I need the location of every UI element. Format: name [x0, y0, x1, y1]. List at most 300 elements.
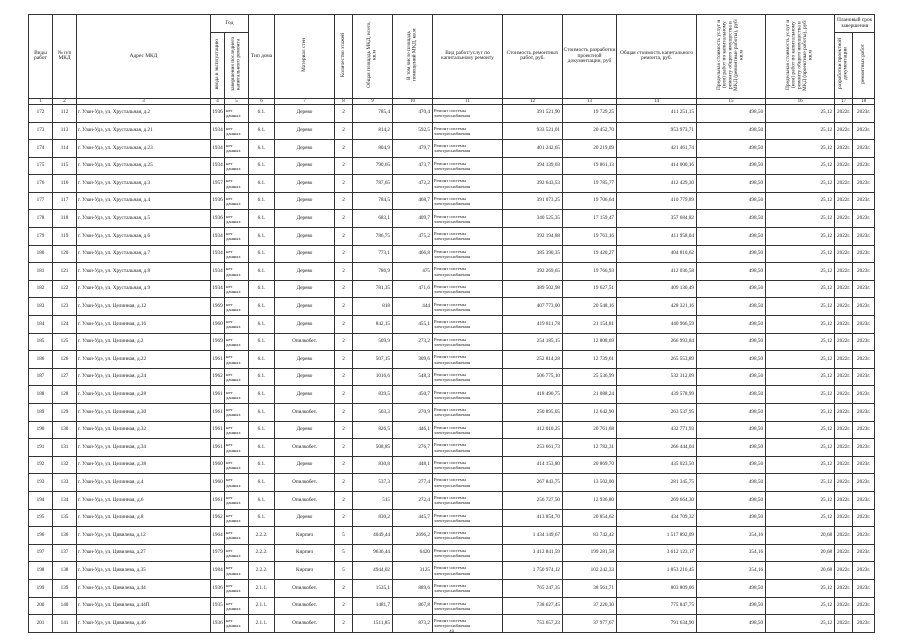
cell-srok-rem: 2023г. — [853, 157, 875, 175]
cell-stoim-rem: 250 895,05 — [503, 404, 563, 422]
cell-pred-stoim: 498,50 — [697, 597, 766, 615]
cell-material: Дерево — [275, 456, 335, 474]
cell-srok-rem: 2023г. — [853, 421, 875, 439]
cell-etazhi: 2 — [335, 298, 353, 316]
table-row — [29, 386, 875, 404]
header-pred-stoim — [697, 15, 766, 99]
column-number: 11 — [433, 98, 503, 104]
cell-material: Дерево — [275, 421, 335, 439]
cell-god-vvoda: 1969 — [211, 298, 225, 316]
cell-god-remont: нет данных — [225, 579, 249, 597]
cell-address: г. Улан-Удэ, ул. Целинная, д.8 — [77, 509, 211, 527]
header-address: Адрес МКД — [77, 15, 211, 99]
column-number: 4 — [211, 98, 225, 104]
cell-vid-rabot-uslug: Ремонт системы электроснабжения — [433, 404, 503, 422]
cell-god-remont: нет данных — [225, 351, 249, 369]
page-number: 48 — [449, 630, 454, 635]
cell-tip-doma: 6.1. — [249, 175, 275, 193]
cell-vid-rabot-uslug: Ремонт системы электроснабжения — [433, 509, 503, 527]
cell-srok-pd: 2022г. — [835, 597, 853, 615]
cell-god-remont: нет данных — [225, 298, 249, 316]
cell-stoim-rem: 267 843,75 — [503, 474, 563, 492]
cell-vid-rabot: 178 — [29, 210, 53, 228]
cell-srok-rem: 2023г. — [853, 351, 875, 369]
header-etazhi — [335, 15, 353, 99]
cell-srok-pd: 2022г. — [835, 192, 853, 210]
cell-vid-rabot-uslug: Ремонт системы электроснабжения — [433, 140, 503, 158]
capital-repair-table — [28, 14, 875, 633]
cell-srok-pd: 2022г. — [835, 175, 853, 193]
cell-god-vvoda: 1984 — [211, 562, 225, 580]
cell-pl-pomesh: 309,6 — [393, 351, 433, 369]
cell-obsh-stoim: 440 966,59 — [617, 316, 697, 334]
cell-srok-pd: 2022г. — [835, 579, 853, 597]
cell-material: Дерево — [275, 316, 335, 334]
cell-god-vvoda: 1960 — [211, 474, 225, 492]
cell-material: Дерево — [275, 368, 335, 386]
cell-etazhi: 2 — [335, 192, 353, 210]
cell-pred-stoim-pd: 25,12 — [766, 351, 835, 369]
cell-tip-doma: 6.1. — [249, 386, 275, 404]
header-n-mkd: № п/п МКД — [53, 15, 77, 99]
capital-repair-table-sheet — [28, 14, 875, 633]
cell-n-mkd: 128 — [53, 386, 77, 404]
header-obsh-stoim: Общая стоимость капитального ремонта, руб. — [617, 15, 697, 99]
cell-n-mkd: 131 — [53, 439, 77, 457]
cell-srok-rem: 2023г. — [853, 333, 875, 351]
cell-obsh-pl: 773,1 — [353, 245, 393, 263]
cell-obsh-pl: 9636,44 — [353, 544, 393, 562]
cell-vid-rabot-uslug: Ремонт системы электроснабжения — [433, 157, 503, 175]
cell-srok-rem: 2023г. — [853, 122, 875, 140]
cell-stoim-rem: 418 490,75 — [503, 386, 563, 404]
cell-address: г. Улан-Удэ, ул. Целинная, д.22 — [77, 351, 211, 369]
cell-srok-rem: 2023г. — [853, 615, 875, 633]
cell-pl-pomesh: 277,4 — [393, 474, 433, 492]
cell-srok-pd: 2022г. — [835, 263, 853, 281]
cell-address: г. Улан-Удэ, ул. Целинная, д.30 — [77, 404, 211, 422]
cell-stoim-rem: 340 525,35 — [503, 210, 563, 228]
cell-address: г. Улан-Удэ, ул. Цивилева, д.46 — [77, 615, 211, 633]
cell-material: Дерево — [275, 245, 335, 263]
cell-obsh-stoim: 412 429,30 — [617, 175, 697, 193]
cell-address: г. Улан-Удэ, ул. Целинная, д.34 — [77, 439, 211, 457]
table-row — [29, 140, 875, 158]
cell-srok-pd: 2022г. — [835, 404, 853, 422]
cell-god-remont: нет данных — [225, 439, 249, 457]
column-number: 15 — [697, 98, 766, 104]
cell-address: г. Улан-Удэ, ул. Хрустальная, д.8 — [77, 263, 211, 281]
cell-god-vvoda: 1934 — [211, 228, 225, 246]
cell-obsh-pl: 537,3 — [353, 474, 393, 492]
cell-god-vvoda: 1969 — [211, 333, 225, 351]
cell-srok-pd: 2022г. — [835, 509, 853, 527]
cell-pl-pomesh: 445,7 — [393, 509, 433, 527]
cell-srok-rem: 2023г. — [853, 263, 875, 281]
cell-pred-stoim-pd: 25,12 — [766, 192, 835, 210]
cell-god-remont: нет данных — [225, 280, 249, 298]
cell-material: Опилкобет. — [275, 474, 335, 492]
cell-srok-rem: 2023г. — [853, 245, 875, 263]
table-row — [29, 192, 875, 210]
cell-stoim-rem: 252 814,28 — [503, 351, 563, 369]
cell-god-vvoda: 1962 — [211, 368, 225, 386]
cell-pred-stoim-pd: 25,12 — [766, 175, 835, 193]
cell-etazhi: 2 — [335, 228, 353, 246]
cell-stoim-pd: 37 220,30 — [563, 597, 617, 615]
cell-material: Опилкобет. — [275, 615, 335, 633]
cell-etazhi: 2 — [335, 157, 353, 175]
column-number: 1 — [29, 98, 53, 104]
cell-pred-stoim-pd: 25,12 — [766, 298, 835, 316]
cell-etazhi: 2 — [335, 104, 353, 122]
cell-god-vvoda: 1934 — [211, 280, 225, 298]
cell-tip-doma: 2.2.2. — [249, 544, 275, 562]
header-stoim-pd: Стоимость разработки проектной документации, руб — [563, 15, 617, 99]
cell-pred-stoim-pd: 25,12 — [766, 597, 835, 615]
cell-address: г. Улан-Удэ, ул. Хрустальная, д.3 — [77, 175, 211, 193]
cell-vid-rabot: 192 — [29, 456, 53, 474]
column-number: 17 — [835, 98, 853, 104]
cell-srok-rem: 2023г. — [853, 491, 875, 509]
cell-god-vvoda: 1936 — [211, 210, 225, 228]
cell-etazhi: 2 — [335, 509, 353, 527]
cell-srok-pd: 2022г. — [835, 544, 853, 562]
cell-obsh-stoim: 410 779,89 — [617, 192, 697, 210]
cell-srok-pd: 2022г. — [835, 228, 853, 246]
cell-tip-doma: 6.1. — [249, 404, 275, 422]
cell-vid-rabot-uslug: Ремонт системы электроснабжения — [433, 263, 503, 281]
header-pred-stoim-pd-text: Предельная стоимость услуг и (или) работ по капитальному ремонту общего имущества в МКД (проектные работы), руб/кв.м — [784, 19, 814, 91]
cell-pred-stoim: 498,50 — [697, 316, 766, 334]
cell-pred-stoim: 498,50 — [697, 122, 766, 140]
cell-god-remont: нет данных — [225, 175, 249, 193]
cell-stoim-rem: 254 185,15 — [503, 333, 563, 351]
cell-pred-stoim: 498,50 — [697, 509, 766, 527]
cell-vid-rabot-uslug: Ремонт системы электроснабжения — [433, 439, 503, 457]
cell-vid-rabot-uslug: Ремонт системы электроснабжения — [433, 491, 503, 509]
cell-pred-stoim-pd: 25,12 — [766, 157, 835, 175]
cell-obsh-stoim: 412 036,58 — [617, 263, 697, 281]
cell-etazhi: 2 — [335, 280, 353, 298]
cell-vid-rabot: 199 — [29, 579, 53, 597]
cell-pred-stoim-pd: 25,12 — [766, 456, 835, 474]
cell-obsh-pl: 842,15 — [353, 316, 393, 334]
cell-n-mkd: 113 — [53, 122, 77, 140]
cell-srok-pd: 2022г. — [835, 157, 853, 175]
cell-god-vvoda: 1934 — [211, 157, 225, 175]
cell-stoim-pd: 12 739,61 — [563, 351, 617, 369]
cell-vid-rabot-uslug: Ремонт системы электроснабжения — [433, 562, 503, 580]
cell-god-vvoda: 1964 — [211, 527, 225, 545]
cell-vid-rabot: 172 — [29, 104, 53, 122]
cell-tip-doma: 6.1. — [249, 280, 275, 298]
cell-pred-stoim-pd: 25,12 — [766, 509, 835, 527]
cell-vid-rabot: 182 — [29, 280, 53, 298]
cell-pl-pomesh: 470,4 — [393, 104, 433, 122]
cell-material: Опилкобет. — [275, 491, 335, 509]
cell-pred-stoim-pd: 25,12 — [766, 615, 835, 633]
cell-tip-doma: 6.1. — [249, 298, 275, 316]
table-row — [29, 175, 875, 193]
cell-stoim-rem: 506 775,10 — [503, 368, 563, 386]
cell-stoim-rem: 253 661,73 — [503, 439, 563, 457]
cell-obsh-stoim: 404 810,62 — [617, 245, 697, 263]
cell-obsh-pl: 790,65 — [353, 157, 393, 175]
cell-srok-pd: 2022г. — [835, 456, 853, 474]
cell-stoim-pd: 38 561,71 — [563, 579, 617, 597]
cell-obsh-pl: 786,9 — [353, 263, 393, 281]
table-row — [29, 280, 875, 298]
cell-vid-rabot-uslug: Ремонт системы электроснабжения — [433, 333, 503, 351]
cell-vid-rabot: 190 — [29, 421, 53, 439]
cell-material: Дерево — [275, 122, 335, 140]
cell-pl-pomesh: 475,2 — [393, 228, 433, 246]
cell-tip-doma: 6.1. — [249, 210, 275, 228]
cell-tip-doma: 6.1. — [249, 104, 275, 122]
cell-srok-pd: 2022г. — [835, 562, 853, 580]
cell-n-mkd: 114 — [53, 140, 77, 158]
cell-pred-stoim: 498,50 — [697, 368, 766, 386]
cell-obsh-pl: 784,5 — [353, 192, 393, 210]
header-pl-pomesh — [393, 15, 433, 99]
table-row — [29, 456, 875, 474]
cell-pl-pomesh: 548,3 — [393, 368, 433, 386]
cell-obsh-pl: 508,85 — [353, 439, 393, 457]
cell-pl-pomesh: 409,7 — [393, 210, 433, 228]
cell-n-mkd: 118 — [53, 210, 77, 228]
cell-material: Дерево — [275, 175, 335, 193]
cell-srok-pd: 2022г. — [835, 298, 853, 316]
cell-god-remont: нет данных — [225, 456, 249, 474]
cell-vid-rabot: 196 — [29, 527, 53, 545]
cell-obsh-stoim: 532 312,09 — [617, 368, 697, 386]
cell-srok-rem: 2023г. — [853, 404, 875, 422]
cell-srok-rem: 2023г. — [853, 509, 875, 527]
cell-god-remont: нет данных — [225, 140, 249, 158]
cell-god-remont: нет данных — [225, 597, 249, 615]
cell-vid-rabot-uslug: Ремонт системы электроснабжения — [433, 421, 503, 439]
cell-obsh-stoim: 414 000,16 — [617, 157, 697, 175]
cell-srok-rem: 2023г. — [853, 544, 875, 562]
cell-god-vvoda: 1962 — [211, 509, 225, 527]
cell-vid-rabot: 197 — [29, 544, 53, 562]
cell-n-mkd: 112 — [53, 104, 77, 122]
cell-vid-rabot: 186 — [29, 351, 53, 369]
cell-pl-pomesh: 479,7 — [393, 140, 433, 158]
cell-god-remont: нет данных — [225, 562, 249, 580]
cell-pred-stoim: 354,16 — [697, 562, 766, 580]
cell-n-mkd: 137 — [53, 544, 77, 562]
cell-stoim-rem: 1 750 974,12 — [503, 562, 563, 580]
cell-god-remont: нет данных — [225, 210, 249, 228]
cell-stoim-pd: 19 706,64 — [563, 192, 617, 210]
cell-srok-rem: 2023г. — [853, 298, 875, 316]
cell-pred-stoim: 498,50 — [697, 192, 766, 210]
cell-pred-stoim: 354,16 — [697, 527, 766, 545]
cell-pred-stoim-pd: 25,12 — [766, 439, 835, 457]
cell-srok-rem: 2023г. — [853, 562, 875, 580]
cell-god-remont: нет данных — [225, 474, 249, 492]
header-srok-rem — [853, 33, 875, 99]
cell-pred-stoim: 354,16 — [697, 544, 766, 562]
cell-etazhi: 2 — [335, 615, 353, 633]
cell-material: Дерево — [275, 280, 335, 298]
cell-stoim-pd: 199 281,58 — [563, 544, 617, 562]
cell-god-remont: нет данных — [225, 404, 249, 422]
cell-obsh-pl: 787,65 — [353, 175, 393, 193]
cell-srok-pd: 2022г. — [835, 615, 853, 633]
cell-stoim-pd: 12 642,90 — [563, 404, 617, 422]
cell-etazhi: 2 — [335, 245, 353, 263]
header-etazhi-text: Количество этажей — [339, 32, 346, 78]
cell-stoim-rem: 419 811,78 — [503, 316, 563, 334]
cell-vid-rabot-uslug: Ремонт системы электроснабжения — [433, 245, 503, 263]
cell-etazhi: 2 — [335, 491, 353, 509]
table-row — [29, 122, 875, 140]
header-srok-rem-text: ремонтных работ — [859, 44, 866, 84]
cell-vid-rabot-uslug: Ремонт системы электроснабжения — [433, 316, 503, 334]
cell-obsh-pl: 515 — [353, 491, 393, 509]
table-row — [29, 104, 875, 122]
cell-stoim-pd: 19 420,27 — [563, 245, 617, 263]
cell-n-mkd: 117 — [53, 192, 77, 210]
cell-stoim-pd: 19 729,25 — [563, 104, 617, 122]
cell-material: Опилкобет. — [275, 439, 335, 457]
cell-obsh-pl: 503,3 — [353, 404, 393, 422]
header-obsh-pl-text: Общая площадь МКД, всего, кв.м — [365, 21, 378, 89]
cell-n-mkd: 124 — [53, 316, 77, 334]
cell-tip-doma: 2.1.1. — [249, 615, 275, 633]
cell-n-mkd: 134 — [53, 491, 77, 509]
cell-stoim-pd: 12 936,80 — [563, 491, 617, 509]
cell-god-vvoda: 1936 — [211, 615, 225, 633]
cell-obsh-stoim: 269 664,30 — [617, 491, 697, 509]
cell-pl-pomesh: 2696,2 — [393, 527, 433, 545]
cell-stoim-pd: 102 242,33 — [563, 562, 617, 580]
column-number: 10 — [393, 98, 433, 104]
cell-obsh-stoim: 263 537,95 — [617, 404, 697, 422]
cell-god-remont: нет данных — [225, 386, 249, 404]
cell-pl-pomesh: 468,7 — [393, 192, 433, 210]
cell-obsh-pl: 1481,7 — [353, 597, 393, 615]
cell-etazhi: 2 — [335, 210, 353, 228]
cell-n-mkd: 126 — [53, 351, 77, 369]
column-number: 5 — [225, 98, 249, 104]
cell-vid-rabot: 198 — [29, 562, 53, 580]
cell-vid-rabot-uslug: Ремонт системы электроснабжения — [433, 280, 503, 298]
cell-vid-rabot-uslug: Ремонт системы электроснабжения — [433, 527, 503, 545]
cell-etazhi: 5 — [335, 562, 353, 580]
cell-pred-stoim: 498,50 — [697, 456, 766, 474]
cell-vid-rabot: 185 — [29, 333, 53, 351]
cell-stoim-rem: 401 242,65 — [503, 140, 563, 158]
cell-pl-pomesh: 444 — [393, 298, 433, 316]
table-row — [29, 421, 875, 439]
header-god-remont — [225, 33, 249, 99]
header-material — [275, 15, 335, 99]
header-material-text: Материал стен — [300, 38, 307, 72]
cell-address: г. Улан-Удэ, ул. Целинная, д.4 — [77, 474, 211, 492]
cell-address: г. Улан-Удэ, ул. Целинная, д.38 — [77, 456, 211, 474]
cell-pred-stoim-pd: 25,12 — [766, 316, 835, 334]
cell-god-vvoda: 1961 — [211, 491, 225, 509]
cell-stoim-rem: 765 247,35 — [503, 579, 563, 597]
cell-srok-pd: 2022г. — [835, 368, 853, 386]
cell-vid-rabot-uslug: Ремонт системы электроснабжения — [433, 579, 503, 597]
cell-etazhi: 5 — [335, 527, 353, 545]
column-number: 7 — [275, 98, 335, 104]
cell-god-vvoda: 1936 — [211, 104, 225, 122]
cell-pred-stoim: 498,50 — [697, 615, 766, 633]
cell-pred-stoim-pd: 25,12 — [766, 386, 835, 404]
cell-n-mkd: 141 — [53, 615, 77, 633]
cell-pl-pomesh: 276,7 — [393, 439, 433, 457]
cell-material: Дерево — [275, 210, 335, 228]
cell-pred-stoim-pd: 25,12 — [766, 579, 835, 597]
cell-srok-rem: 2023г. — [853, 579, 875, 597]
cell-god-remont: нет данных — [225, 228, 249, 246]
cell-god-remont: нет данных — [225, 263, 249, 281]
cell-pred-stoim-pd: 25,12 — [766, 368, 835, 386]
cell-srok-rem: 2023г. — [853, 104, 875, 122]
cell-pred-stoim: 498,50 — [697, 491, 766, 509]
cell-obsh-pl: 1535,1 — [353, 579, 393, 597]
cell-vid-rabot-uslug: Ремонт системы электроснабжения — [433, 210, 503, 228]
cell-srok-rem: 2023г. — [853, 368, 875, 386]
cell-vid-rabot: 195 — [29, 509, 53, 527]
cell-material: Дерево — [275, 386, 335, 404]
cell-pl-pomesh: 472,2 — [393, 175, 433, 193]
cell-srok-rem: 2023г. — [853, 316, 875, 334]
cell-stoim-rem: 1 434 149,67 — [503, 527, 563, 545]
cell-material: Дерево — [275, 509, 335, 527]
cell-etazhi: 2 — [335, 351, 353, 369]
cell-stoim-rem: 933 521,01 — [503, 122, 563, 140]
cell-n-mkd: 135 — [53, 509, 77, 527]
cell-tip-doma: 6.1. — [249, 456, 275, 474]
cell-material: Опилкобет. — [275, 333, 335, 351]
cell-material: Дерево — [275, 157, 335, 175]
cell-tip-doma: 6.1. — [249, 122, 275, 140]
cell-tip-doma: 6.1. — [249, 421, 275, 439]
cell-stoim-pd: 20 548,16 — [563, 298, 617, 316]
cell-god-vvoda: 1961 — [211, 439, 225, 457]
cell-pl-pomesh: 475 — [393, 263, 433, 281]
cell-pred-stoim-pd: 25,12 — [766, 122, 835, 140]
cell-tip-doma: 2.2.2. — [249, 527, 275, 545]
cell-stoim-pd: 17 159,47 — [563, 210, 617, 228]
cell-obsh-pl: 804,9 — [353, 140, 393, 158]
cell-vid-rabot-uslug: Ремонт системы электроснабжения — [433, 104, 503, 122]
cell-material: Дерево — [275, 192, 335, 210]
cell-pred-stoim: 498,50 — [697, 474, 766, 492]
cell-stoim-rem: 256 727,50 — [503, 491, 563, 509]
cell-vid-rabot: 175 — [29, 157, 53, 175]
cell-n-mkd: 115 — [53, 157, 77, 175]
cell-obsh-stoim: 803 809,06 — [617, 579, 697, 597]
cell-n-mkd: 132 — [53, 456, 77, 474]
column-number: 8 — [335, 98, 353, 104]
cell-n-mkd: 129 — [53, 404, 77, 422]
cell-n-mkd: 136 — [53, 527, 77, 545]
cell-n-mkd: 133 — [53, 474, 77, 492]
cell-address: г. Улан-Удэ, ул. Хрустальная, д.23 — [77, 140, 211, 158]
cell-obsh-pl: 830,8 — [353, 456, 393, 474]
cell-etazhi: 2 — [335, 474, 353, 492]
header-vid-rabot: Виды работ — [29, 15, 53, 99]
cell-stoim-rem: 407 773,00 — [503, 298, 563, 316]
